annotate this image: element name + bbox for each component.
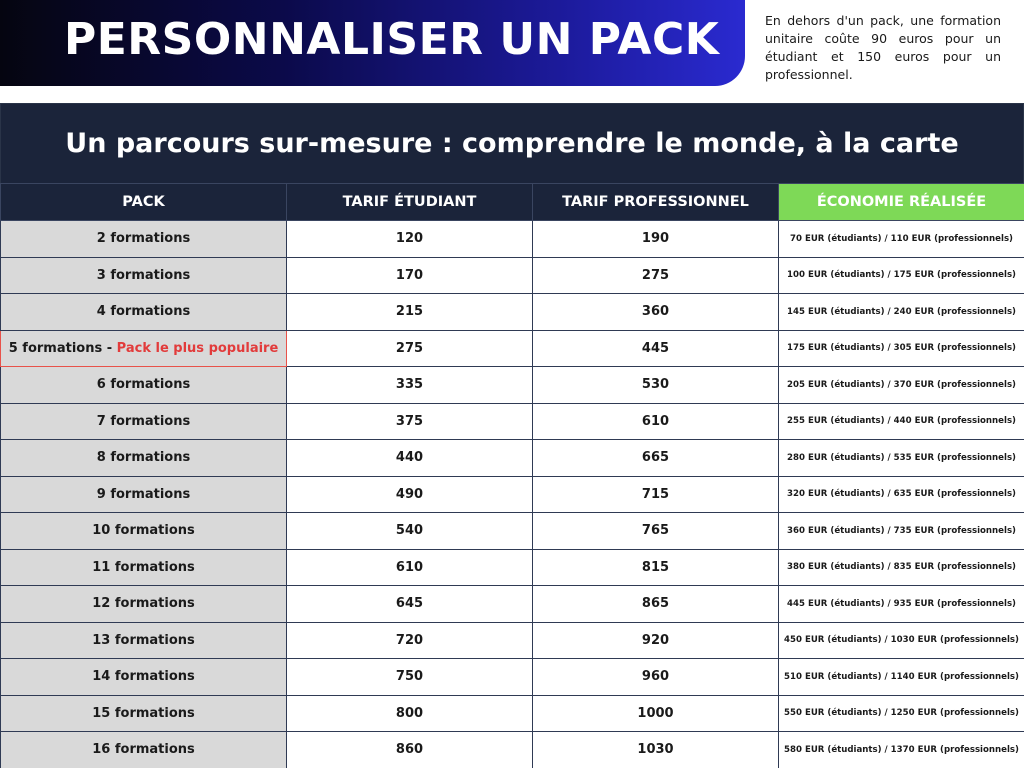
pack-cell: [1, 476, 287, 513]
table-row: [1, 622, 1024, 659]
table-header-row: [1, 184, 1024, 221]
table-caption: Un parcours sur-mesure : comprendre le monde, à la carte: [0, 104, 1024, 183]
header-pro-price: TARIF PROFESSIONNEL: [533, 184, 779, 221]
savings-cell: 550 EUR (étudiants) / 1250 EUR (professionnels): [779, 695, 1024, 732]
pack-label: 6 formations: [96, 377, 191, 393]
pro-price-cell: 610: [533, 403, 779, 440]
pro-price-cell: 530: [533, 367, 779, 404]
student-price-cell: 335: [287, 367, 533, 404]
pack-cell: [1, 294, 287, 331]
pack-cell: [1, 732, 287, 768]
pack-cell: [1, 221, 287, 258]
savings-cell: 450 EUR (étudiants) / 1030 EUR (professionnels): [779, 622, 1024, 659]
table-row: [1, 732, 1024, 768]
table-row: [1, 221, 1024, 258]
table-row: [1, 476, 1024, 513]
pro-price-cell: 1000: [533, 695, 779, 732]
table-row: [1, 403, 1024, 440]
savings-cell: 360 EUR (étudiants) / 735 EUR (professionnels): [779, 513, 1024, 550]
student-price-cell: 720: [287, 622, 533, 659]
table-row: [1, 367, 1024, 404]
table-row: [1, 294, 1024, 331]
pro-price-cell: 865: [533, 586, 779, 623]
pro-price-cell: 960: [533, 659, 779, 696]
student-price-cell: 275: [287, 330, 533, 367]
pro-price-cell: 360: [533, 294, 779, 331]
pack-label: 9 formations: [96, 486, 191, 502]
pack-label: 11 formations: [92, 559, 195, 575]
pack-cell: [1, 586, 287, 623]
pack-label: 8 formations: [96, 450, 191, 466]
table-row: [1, 513, 1024, 550]
student-price-cell: 800: [287, 695, 533, 732]
pro-price-cell: 920: [533, 622, 779, 659]
student-price-cell: 540: [287, 513, 533, 550]
student-price-cell: 170: [287, 257, 533, 294]
student-price-cell: 645: [287, 586, 533, 623]
pack-label: 10 formations: [92, 523, 195, 539]
pro-price-cell: 1030: [533, 732, 779, 768]
table-row: [1, 549, 1024, 586]
pro-price-cell: 765: [533, 513, 779, 550]
pricing-note: En dehors d'un pack, une formation unitaire coûte 90 euros pour un étudiant et 150 euros pour un professionnel.: [765, 13, 1001, 82]
savings-cell: 100 EUR (étudiants) / 175 EUR (professionnels): [779, 257, 1024, 294]
pack-cell: [1, 513, 287, 550]
pack-label: 2 formations: [96, 231, 191, 247]
title-banner: [0, 0, 745, 86]
savings-cell: 510 EUR (étudiants) / 1140 EUR (professionnels): [779, 659, 1024, 696]
pro-price-cell: 190: [533, 221, 779, 258]
table-row: [1, 330, 1024, 367]
table-row: [1, 440, 1024, 477]
pro-price-cell: 275: [533, 257, 779, 294]
pack-label: 12 formations: [92, 596, 195, 612]
savings-cell: 380 EUR (étudiants) / 835 EUR (professionnels): [779, 549, 1024, 586]
student-price-cell: 120: [287, 221, 533, 258]
student-price-cell: 440: [287, 440, 533, 477]
header-savings: ÉCONOMIE RÉALISÉE: [779, 184, 1024, 221]
table-row: [1, 257, 1024, 294]
pack-cell: [1, 695, 287, 732]
pack-label: 16 formations: [92, 742, 195, 758]
pack-label: 4 formations: [96, 304, 191, 320]
savings-cell: 255 EUR (étudiants) / 440 EUR (professionnels): [779, 403, 1024, 440]
pack-cell: [1, 330, 287, 367]
pricing-table: [0, 183, 1024, 768]
pack-label: 3 formations: [96, 267, 191, 283]
pack-label: 14 formations: [92, 669, 195, 685]
savings-cell: 445 EUR (étudiants) / 935 EUR (professionnels): [779, 586, 1024, 623]
savings-cell: 70 EUR (étudiants) / 110 EUR (professionnels): [779, 221, 1024, 258]
table-row: [1, 659, 1024, 696]
savings-cell: 320 EUR (étudiants) / 635 EUR (professionnels): [779, 476, 1024, 513]
pack-cell: [1, 622, 287, 659]
page-title: PERSONNALISER UN PACK: [64, 14, 720, 65]
pro-price-cell: 665: [533, 440, 779, 477]
pack-label: 5 formations -: [8, 340, 117, 356]
pack-cell: [1, 659, 287, 696]
student-price-cell: 490: [287, 476, 533, 513]
table-body: [1, 221, 1024, 768]
pack-cell: [1, 549, 287, 586]
header-pack: PACK: [1, 184, 287, 221]
pack-label: 15 formations: [92, 705, 195, 721]
savings-cell: 280 EUR (étudiants) / 535 EUR (professionnels): [779, 440, 1024, 477]
pro-price-cell: 715: [533, 476, 779, 513]
pack-label: 13 formations: [92, 632, 195, 648]
savings-cell: 175 EUR (étudiants) / 305 EUR (professionnels): [779, 330, 1024, 367]
popular-tag: Pack le plus populaire: [116, 340, 279, 356]
student-price-cell: 375: [287, 403, 533, 440]
table-row: [1, 695, 1024, 732]
pack-cell: [1, 257, 287, 294]
pack-cell: [1, 440, 287, 477]
student-price-cell: 215: [287, 294, 533, 331]
pack-cell: [1, 367, 287, 404]
table-row: [1, 586, 1024, 623]
header-student-price: TARIF ÉTUDIANT: [287, 184, 533, 221]
pro-price-cell: 815: [533, 549, 779, 586]
student-price-cell: 750: [287, 659, 533, 696]
savings-cell: 205 EUR (étudiants) / 370 EUR (professionnels): [779, 367, 1024, 404]
pack-cell: [1, 403, 287, 440]
pack-label: 7 formations: [96, 413, 191, 429]
savings-cell: 145 EUR (étudiants) / 240 EUR (professionnels): [779, 294, 1024, 331]
student-price-cell: 610: [287, 549, 533, 586]
student-price-cell: 860: [287, 732, 533, 768]
savings-cell: 580 EUR (étudiants) / 1370 EUR (professionnels): [779, 732, 1024, 768]
pro-price-cell: 445: [533, 330, 779, 367]
pricing-table-container: [0, 103, 1024, 768]
